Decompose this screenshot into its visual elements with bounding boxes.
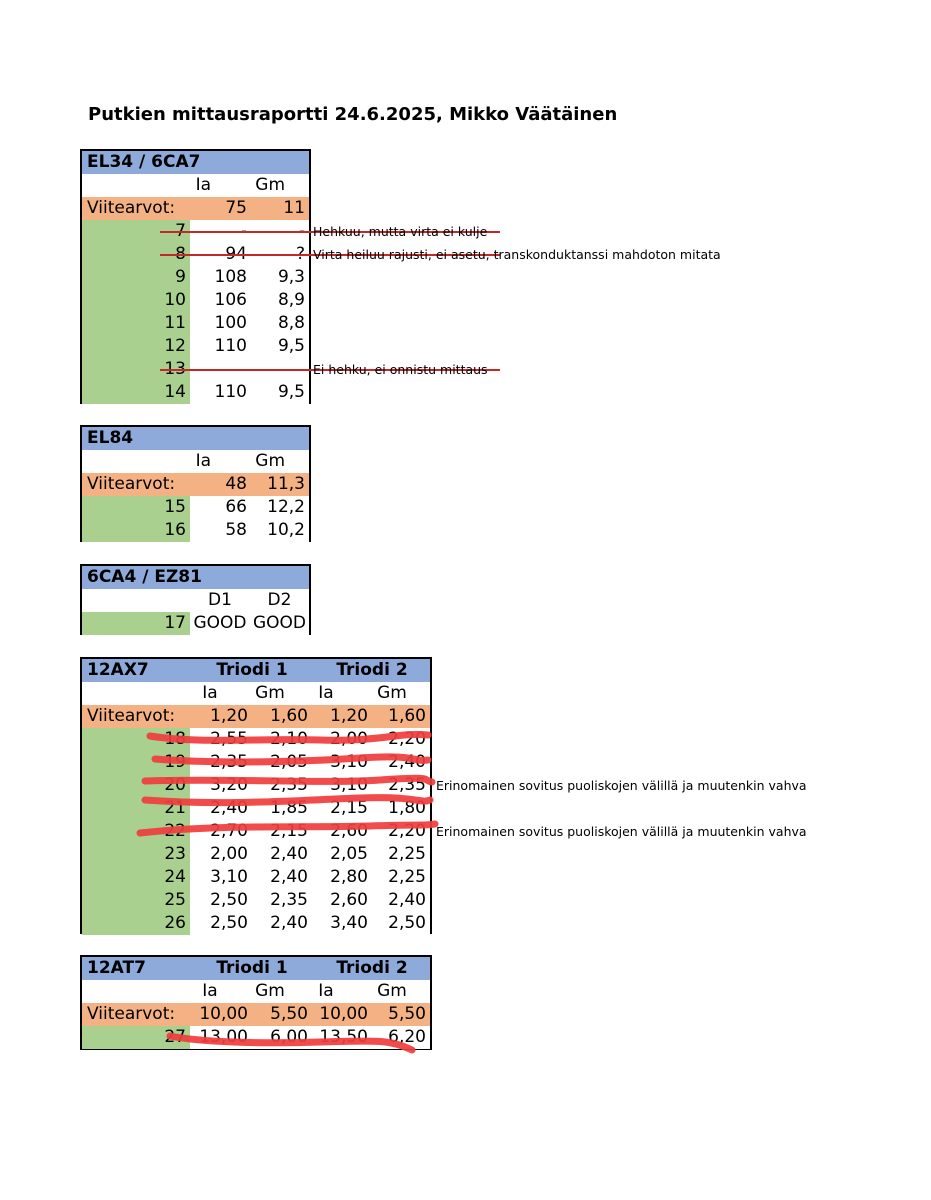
el34-name: EL34 / 6CA7 bbox=[87, 152, 201, 172]
12ax7-ref-ia2: 1,20 bbox=[330, 706, 368, 726]
triode2-gm-value: 2,20 bbox=[388, 821, 426, 841]
el84-table bbox=[80, 425, 311, 542]
tube-number: 23 bbox=[82, 843, 190, 866]
tube-number: 12 bbox=[82, 335, 190, 358]
tube-number: 19 bbox=[82, 751, 190, 774]
6ca4-name: 6CA4 / EZ81 bbox=[87, 567, 202, 587]
el34-row-14 bbox=[82, 381, 309, 404]
el84-name: EL84 bbox=[87, 428, 134, 448]
d1-value: GOOD bbox=[193, 613, 247, 633]
ax7-row-19 bbox=[82, 751, 430, 774]
gm-value: 9,3 bbox=[277, 267, 305, 287]
el34-row-7 bbox=[82, 220, 309, 243]
el84-reference-row bbox=[82, 473, 309, 496]
el34-reference-row bbox=[82, 197, 309, 220]
triode2-gm-value: 2,50 bbox=[388, 913, 426, 933]
ia-value: 66 bbox=[225, 497, 247, 517]
ia-value: 94 bbox=[225, 244, 247, 264]
12ax7-name: 12AX7 bbox=[87, 660, 149, 680]
el34-row-12 bbox=[82, 335, 309, 358]
12ax7-reference-row bbox=[82, 705, 430, 728]
12at7-ref-ia1: 10,00 bbox=[199, 1004, 248, 1024]
tube-number: 17 bbox=[82, 612, 190, 635]
gm-value: 12,2 bbox=[267, 497, 305, 517]
triode1-gm-value: 2,35 bbox=[270, 775, 308, 795]
el84-ref-ia: 48 bbox=[225, 474, 247, 494]
12ax7-table bbox=[80, 657, 432, 934]
reference-label: Viitearvot: bbox=[87, 706, 176, 726]
12at7-col-gm2: Gm bbox=[377, 981, 407, 1001]
triode2-gm-value: 2,35 bbox=[388, 775, 426, 795]
triode1-gm-value: 2,15 bbox=[270, 821, 308, 841]
triode1-gm-value: 6,00 bbox=[270, 1027, 308, 1047]
el34-ref-gm: 11 bbox=[283, 198, 305, 218]
12at7-triode1-label: Triodi 1 bbox=[216, 958, 288, 978]
gm-value: 8,9 bbox=[277, 290, 305, 310]
el34-row-9 bbox=[82, 266, 309, 289]
tube-number: 18 bbox=[82, 728, 190, 751]
tube-number: 14 bbox=[82, 381, 190, 404]
row-note: Erinomainen sovitus puoliskojen välillä ja muutenkin vahva bbox=[436, 778, 807, 793]
triode1-ia-value: 2,50 bbox=[210, 890, 248, 910]
triode1-gm-value: 2,05 bbox=[270, 752, 308, 772]
tube-number: 11 bbox=[82, 312, 190, 335]
12at7-reference-row bbox=[82, 1003, 430, 1026]
6ca4-col-d2: D2 bbox=[267, 590, 292, 610]
ia-value: 58 bbox=[225, 520, 247, 540]
reference-label: Viitearvot: bbox=[87, 474, 176, 494]
ia-value: 108 bbox=[214, 267, 247, 287]
el34-ref-ia: 75 bbox=[225, 198, 247, 218]
ax7-row-21 bbox=[82, 797, 430, 820]
el34-row-8 bbox=[82, 243, 309, 266]
ia-value: - bbox=[240, 221, 247, 241]
12at7-triode2-label: Triodi 2 bbox=[336, 958, 408, 978]
triode1-ia-value: 3,20 bbox=[210, 775, 248, 795]
tube-number: 25 bbox=[82, 889, 190, 912]
tube-number: 26 bbox=[82, 912, 190, 935]
triode2-ia-value: 3,40 bbox=[330, 913, 368, 933]
triode2-ia-value: 2,60 bbox=[330, 890, 368, 910]
el84-ref-gm: 11,3 bbox=[267, 474, 305, 494]
12ax7-column-headers bbox=[82, 682, 430, 705]
gm-value: 9,5 bbox=[277, 336, 305, 356]
tube-number: 20 bbox=[82, 774, 190, 797]
triode2-ia-value: 2,00 bbox=[330, 729, 368, 749]
12ax7-ref-gm2: 1,60 bbox=[388, 706, 426, 726]
el84-column-headers bbox=[82, 450, 309, 473]
triode2-ia-value: 2,60 bbox=[330, 821, 368, 841]
gm-value: 8,8 bbox=[277, 313, 305, 333]
triode2-gm-value: 2,20 bbox=[388, 729, 426, 749]
tube-number: 21 bbox=[82, 797, 190, 820]
report-title: Putkien mittausraportti 24.6.2025, Mikko Väätäinen bbox=[88, 104, 618, 125]
el84-header bbox=[82, 427, 309, 450]
el84-row-15 bbox=[82, 496, 309, 519]
triode2-gm-value: 2,25 bbox=[388, 844, 426, 864]
ax7-row-25 bbox=[82, 889, 430, 912]
12ax7-col-gm2: Gm bbox=[377, 683, 407, 703]
triode2-gm-value: 2,40 bbox=[388, 752, 426, 772]
el34-row-13 bbox=[82, 358, 309, 381]
tube-number: 22 bbox=[82, 820, 190, 843]
12ax7-col-gm1: Gm bbox=[255, 683, 285, 703]
12at7-ref-gm2: 5,50 bbox=[388, 1004, 426, 1024]
ax7-row-24 bbox=[82, 866, 430, 889]
12at7-col-ia1: Ia bbox=[202, 981, 218, 1001]
tube-number: 8 bbox=[82, 243, 190, 266]
el84-row-16 bbox=[82, 519, 309, 542]
triode1-ia-value: 2,00 bbox=[210, 844, 248, 864]
ax7-row-18 bbox=[82, 728, 430, 751]
triode1-ia-value: 2,50 bbox=[210, 913, 248, 933]
triode2-gm-value: 1,80 bbox=[388, 798, 426, 818]
tube-number: 15 bbox=[82, 496, 190, 519]
el34-row-10 bbox=[82, 289, 309, 312]
d2-value: GOOD bbox=[252, 613, 307, 633]
triode1-ia-value: 2,70 bbox=[210, 821, 248, 841]
triode2-ia-value: 3,10 bbox=[330, 752, 368, 772]
gm-value: 10,2 bbox=[267, 520, 305, 540]
tube-number: 27 bbox=[82, 1026, 190, 1049]
row-note: Erinomainen sovitus puoliskojen välillä ja muutenkin vahva bbox=[436, 824, 807, 839]
ia-value: 106 bbox=[214, 290, 247, 310]
ia-value: 110 bbox=[214, 382, 247, 402]
ax7-row-20 bbox=[82, 774, 430, 797]
tube-number: 10 bbox=[82, 289, 190, 312]
ia-value: 100 bbox=[214, 313, 247, 333]
6ca4-table bbox=[80, 564, 311, 635]
triode1-ia-value: 13,00 bbox=[199, 1027, 248, 1047]
12at7-col-gm1: Gm bbox=[255, 981, 285, 1001]
triode1-gm-value: 2,35 bbox=[270, 890, 308, 910]
ax7-row-23 bbox=[82, 843, 430, 866]
ia-value: 110 bbox=[214, 336, 247, 356]
triode1-ia-value: 2,55 bbox=[210, 729, 248, 749]
tube-number: 24 bbox=[82, 866, 190, 889]
triode2-gm-value: 2,40 bbox=[388, 890, 426, 910]
row-note: Virta heiluu rajusti, ei asetu, transkonduktanssi mahdoton mitata bbox=[313, 247, 721, 262]
tube-number: 9 bbox=[82, 266, 190, 289]
el34-column-headers bbox=[82, 174, 309, 197]
12at7-ref-gm1: 5,50 bbox=[270, 1004, 308, 1024]
triode1-gm-value: 2,40 bbox=[270, 844, 308, 864]
el34-table bbox=[80, 149, 311, 404]
12ax7-triode2-label: Triodi 2 bbox=[336, 660, 408, 680]
triode1-gm-value: 2,40 bbox=[270, 867, 308, 887]
el34-col-ia: Ia bbox=[195, 175, 211, 195]
triode1-ia-value: 2,35 bbox=[210, 752, 248, 772]
12at7-header bbox=[82, 957, 430, 980]
el84-col-gm: Gm bbox=[255, 451, 285, 471]
triode2-gm-value: 2,25 bbox=[388, 867, 426, 887]
triode2-ia-value: 2,15 bbox=[330, 798, 368, 818]
el34-header bbox=[82, 151, 309, 174]
ax7-row-22 bbox=[82, 820, 430, 843]
gm-value: 9,5 bbox=[277, 382, 305, 402]
triode2-ia-value: 13,50 bbox=[319, 1027, 368, 1047]
12at7-table bbox=[80, 955, 432, 1050]
12ax7-ref-ia1: 1,20 bbox=[210, 706, 248, 726]
row-note: Hehkuu, mutta virta ei kulje bbox=[313, 224, 488, 239]
triode2-ia-value: 2,80 bbox=[330, 867, 368, 887]
12at7-ref-ia2: 10,00 bbox=[319, 1004, 368, 1024]
ax7-row-26 bbox=[82, 912, 430, 935]
reference-label: Viitearvot: bbox=[87, 1004, 176, 1024]
12ax7-ref-gm1: 1,60 bbox=[270, 706, 308, 726]
ca4-row-17 bbox=[82, 612, 309, 635]
tube-number: 7 bbox=[82, 220, 190, 243]
el34-row-11 bbox=[82, 312, 309, 335]
reference-label: Viitearvot: bbox=[87, 198, 176, 218]
12ax7-triode1-label: Triodi 1 bbox=[216, 660, 288, 680]
triode1-ia-value: 3,10 bbox=[210, 867, 248, 887]
gm-value: ? bbox=[295, 244, 305, 264]
row-note: Ei hehku, ei onnistu mittaus bbox=[313, 362, 488, 377]
el34-col-gm: Gm bbox=[255, 175, 285, 195]
el84-col-ia: Ia bbox=[195, 451, 211, 471]
6ca4-col-d1: D1 bbox=[208, 590, 232, 610]
6ca4-header bbox=[82, 566, 309, 589]
12at7-column-headers bbox=[82, 980, 430, 1003]
triode2-ia-value: 3,10 bbox=[330, 775, 368, 795]
triode1-gm-value: 2,10 bbox=[270, 729, 308, 749]
triode2-ia-value: 2,05 bbox=[330, 844, 368, 864]
12at7-name: 12AT7 bbox=[87, 958, 146, 978]
tube-number: 16 bbox=[82, 519, 190, 542]
6ca4-column-headers bbox=[82, 589, 309, 612]
gm-value: - bbox=[298, 221, 305, 241]
tube-number: 13 bbox=[82, 358, 190, 381]
12ax7-col-ia2: Ia bbox=[318, 683, 334, 703]
at7-row-27 bbox=[82, 1026, 430, 1049]
12ax7-header bbox=[82, 659, 430, 682]
triode1-ia-value: 2,40 bbox=[210, 798, 248, 818]
12ax7-col-ia1: Ia bbox=[202, 683, 218, 703]
triode1-gm-value: 2,40 bbox=[270, 913, 308, 933]
triode2-gm-value: 6,20 bbox=[388, 1027, 426, 1047]
12at7-col-ia2: Ia bbox=[318, 981, 334, 1001]
triode1-gm-value: 1,85 bbox=[270, 798, 308, 818]
